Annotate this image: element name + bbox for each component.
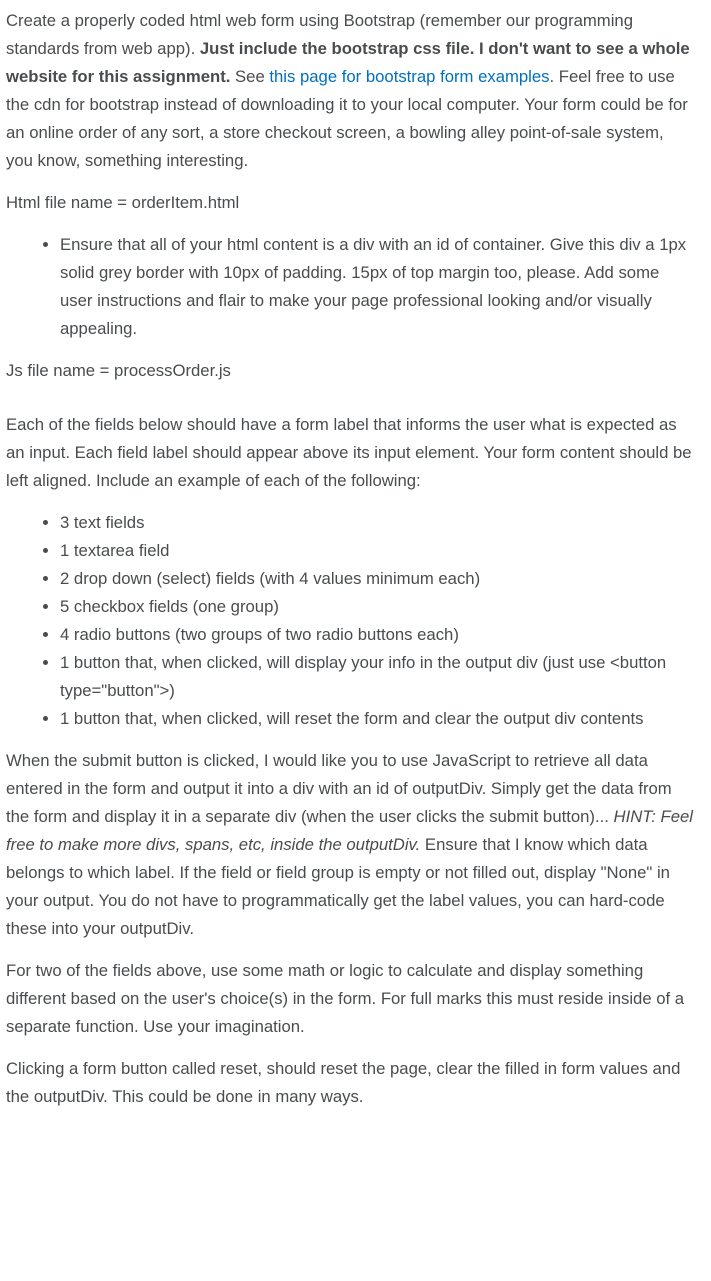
fields-intro-paragraph: Each of the fields below should have a form label that informs the user what is expected as an input. Each field label should appear above its input element. Your form content should be left aligned. Include an example of each of the following: — [6, 415, 692, 490]
intro-bold-text: Just include the bootstrap css file. I don't want to see a whole website for this assignment. — [6, 39, 690, 86]
submit-text-1: When the submit button is clicked, I would like you to use JavaScript to retrieve all data entered in the form and output it into a div with an id of outputDiv. Simply get the data from the form and display it in a separate div (when the user clicks the submit button)... — [6, 751, 672, 826]
field-requirements-list — [6, 509, 695, 733]
bootstrap-examples-link[interactable]: this page for bootstrap form examples — [269, 67, 550, 86]
intro-text-1: Create a properly coded html web form using Bootstrap (remember our programming standards from web app). — [6, 11, 633, 58]
reset-paragraph: Clicking a form button called reset, should reset the page, clear the filled in form values and the outputDiv. This could be done in many ways. — [6, 1059, 681, 1106]
container-requirement-item: • Ensure that all of your html content is a div with an id of container. Give this div a 1px solid grey border with 10px of padding. 15px of top margin too, please. Add some user instructions and flair to make your page professional looking and/or visually appealing. — [60, 231, 695, 343]
requirement-item: • 1 button that, when clicked, will display your info in the output div (just use <button type="button">) — [60, 649, 695, 705]
intro-paragraph — [6, 7, 695, 175]
requirement-item: • 3 text fields — [60, 509, 695, 537]
submit-instructions-paragraph — [6, 747, 695, 943]
requirement-item: • 4 radio buttons (two groups of two radio buttons each) — [60, 621, 695, 649]
requirement-item: • 1 button that, when clicked, will reset the form and clear the output div contents — [60, 705, 695, 733]
intro-text-3: . Feel free to use the cdn for bootstrap instead of downloading it to your local computer. Your form could be for an online order of any sort, a store checkout screen, a bowling alley point-of-sale system, you know, something interesting. — [6, 67, 688, 170]
intro-text-2: See — [230, 67, 270, 86]
html-file-name: Html file name = orderItem.html — [6, 193, 240, 212]
requirement-item: • 2 drop down (select) fields (with 4 values minimum each) — [60, 565, 695, 593]
requirement-item: • 1 textarea field — [60, 537, 695, 565]
container-requirements-list — [6, 231, 695, 343]
hint-text: HINT: Feel free to make more divs, spans, etc, inside the outputDiv. — [6, 807, 693, 854]
js-file-name: Js file name = processOrder.js — [6, 361, 231, 380]
math-logic-paragraph: For two of the fields above, use some math or logic to calculate and display something different based on the user's choice(s) in the form. For full marks this must reside inside of a separate function. Use your imagination. — [6, 961, 685, 1036]
requirement-item: • 5 checkbox fields (one group) — [60, 593, 695, 621]
submit-text-2: Ensure that I know which data belongs to which label. If the field or field group is empty or not filled out, display "None" in your output. You do not have to programmatically get the label values, you can hard-code these into your outputDiv. — [6, 835, 670, 938]
